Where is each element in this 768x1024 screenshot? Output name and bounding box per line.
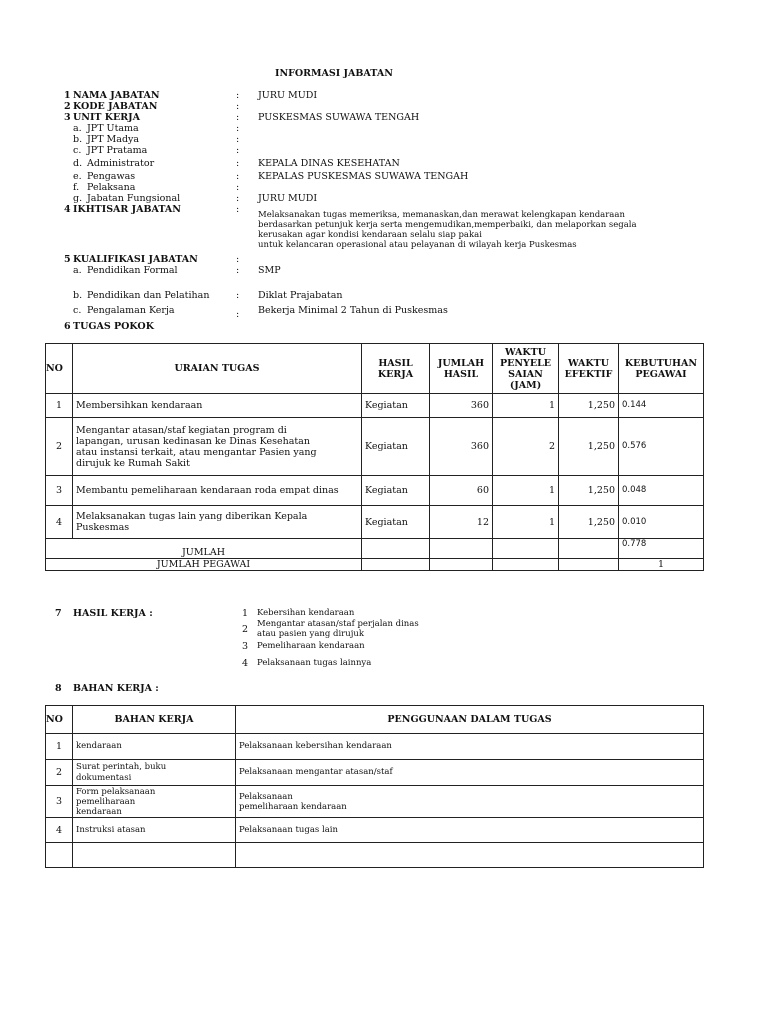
item-value: SMP: [258, 265, 281, 276]
ikhtisar-line: kerusakan agar kondisi kendaraan selalu siap pakai: [258, 230, 482, 240]
item-number: 6: [64, 321, 71, 332]
table-row: [46, 818, 704, 843]
row-uraian: Membersihkan kendaraan: [73, 394, 362, 418]
row-no: 3: [46, 786, 73, 818]
row-penggunaan: Pelaksanaan pemeliharaan kendaraan: [236, 786, 704, 818]
item-value: Bekerja Minimal 2 Tahun di Puskesmas: [258, 305, 448, 316]
row-efektif: 1,250: [559, 506, 619, 539]
item-value: KEPALAS PUSKESMAS SUWAWA TENGAH: [258, 171, 469, 182]
table-row: [46, 506, 704, 539]
sub-label: Jabatan Fungsional: [87, 193, 181, 204]
row-hasil: Kegiatan: [362, 418, 430, 476]
item-number: 4: [64, 204, 71, 215]
table-row: [46, 394, 704, 418]
sub-letter: c.: [73, 305, 82, 316]
sub-label: Administrator: [87, 158, 155, 169]
row-efektif: 1,250: [559, 418, 619, 476]
row-efektif: 1,250: [559, 394, 619, 418]
sub-label: Pendidikan dan Pelatihan: [87, 290, 210, 301]
ikhtisar-line: berdasarkan petunjuk kerja serta mengemudikan,memperbaiki, dan melaporkan segala: [258, 220, 637, 230]
item-value: Diklat Prajabatan: [258, 290, 343, 301]
row-no: 1: [46, 394, 73, 418]
colon: :: [236, 112, 240, 123]
row-uraian: Mengantar atasan/staf kegiatan program di lapangan, urusan kedinasan ke Dinas Kesehatan atau instansi terkait, atau mengantar Pasien yang dirujuk ke Rumah Sakit: [73, 418, 362, 476]
row-uraian: Membantu pemeliharaan kendaraan roda empat dinas: [73, 476, 362, 506]
row-bahan: Surat perintah, buku dokumentasi: [73, 760, 236, 786]
item-label: UNIT KERJA: [73, 112, 141, 123]
sub-letter: e.: [73, 171, 82, 182]
item-value: JURU MUDI: [258, 193, 318, 204]
row-jumlah: 12: [430, 506, 493, 539]
colon: :: [236, 265, 240, 276]
table-row: [46, 418, 704, 476]
row-efektif: 1,250: [559, 476, 619, 506]
column-header: JUMLAH HASIL: [430, 344, 493, 394]
sub-letter: c.: [73, 145, 82, 156]
column-header: NO: [46, 706, 73, 734]
sub-label: JPT Madya: [87, 134, 140, 145]
row-bahan: kendaraan: [73, 734, 236, 760]
sub-letter: b.: [73, 134, 83, 145]
table-header-row: [46, 706, 704, 734]
sub-letter: a.: [73, 265, 82, 276]
row-jumlah: 360: [430, 418, 493, 476]
row-waktu: 1: [493, 476, 559, 506]
ikhtisar-text: [258, 210, 637, 250]
table-header-row: [46, 344, 704, 394]
row-hasil: Kegiatan: [362, 394, 430, 418]
column-header: NO: [46, 344, 73, 394]
sub-label: JPT Pratama: [87, 145, 148, 156]
ikhtisar-line: Melaksanakan tugas memeriksa, memanaskan,dan merawat kelengkapan kendaraan: [258, 210, 625, 220]
row-waktu: 1: [493, 394, 559, 418]
item-label: NAMA JABATAN: [73, 90, 160, 101]
row-kebutuhan: 0.144: [619, 394, 704, 418]
item-value: KEPALA DINAS KESEHATAN: [258, 158, 400, 169]
colon: :: [236, 204, 240, 215]
row-penggunaan: Pelaksanaan kebersihan kendaraan: [236, 734, 704, 760]
colon: :: [236, 182, 240, 193]
row-bahan: Instruksi atasan: [73, 818, 236, 843]
row-no: 4: [46, 506, 73, 539]
row-hasil: Kegiatan: [362, 476, 430, 506]
row-kebutuhan: 0.010: [619, 506, 704, 539]
colon: :: [236, 101, 240, 112]
total-pegawai-value: 1: [619, 559, 704, 571]
colon: :: [236, 254, 240, 265]
column-header: HASIL KERJA: [362, 344, 430, 394]
colon: :: [236, 290, 240, 301]
sub-label: Pelaksana: [87, 182, 136, 193]
colon: :: [236, 193, 240, 204]
item-number: 5: [64, 254, 71, 265]
table-row: [46, 476, 704, 506]
column-header: WAKTU PENYELE SAIAN (JAM): [493, 344, 559, 394]
item-number: 1: [64, 90, 71, 101]
row-penggunaan: Pelaksanaan mengantar atasan/staf: [236, 760, 704, 786]
item-label: KODE JABATAN: [73, 101, 158, 112]
row-waktu: 1: [493, 506, 559, 539]
colon: :: [236, 309, 240, 320]
column-header: BAHAN KERJA: [73, 706, 236, 734]
row-hasil: Kegiatan: [362, 506, 430, 539]
row-uraian: Melaksanakan tugas lain yang diberikan Kepala Puskesmas: [73, 506, 362, 539]
colon: :: [236, 158, 240, 169]
item-value: JURU MUDI: [258, 90, 318, 101]
total-label: JUMLAH: [46, 539, 362, 559]
column-header: URAIAN TUGAS: [73, 344, 362, 394]
item-label: IKHTISAR JABATAN: [73, 204, 181, 215]
sub-letter: a.: [73, 123, 82, 134]
section-title: BAHAN KERJA :: [73, 683, 159, 694]
document-title: INFORMASI JABATAN: [275, 68, 393, 79]
row-no: 1: [46, 734, 73, 760]
colon: :: [236, 134, 240, 145]
total-pegawai-label: JUMLAH PEGAWAI: [46, 559, 362, 571]
item-value: PUSKESMAS SUWAWA TENGAH: [258, 112, 420, 123]
colon: :: [236, 123, 240, 134]
table-row-empty: [46, 843, 704, 868]
sub-letter: d.: [73, 158, 83, 169]
row-bahan: Form pelaksanaan pemeliharaan kendaraan: [73, 786, 236, 818]
row-jumlah: 60: [430, 476, 493, 506]
sub-label: Pengawas: [87, 171, 136, 182]
item-number: 2: [64, 101, 71, 112]
bahan-kerja-table: [45, 705, 704, 868]
row-no: 2: [46, 418, 73, 476]
table-row: [46, 786, 704, 818]
section-title: HASIL KERJA :: [73, 608, 153, 619]
colon: :: [236, 90, 240, 101]
row-jumlah: 360: [430, 394, 493, 418]
sub-letter: g.: [73, 193, 83, 204]
total-pegawai-row: [46, 559, 704, 571]
column-header: KEBUTUHAN PEGAWAI: [619, 344, 704, 394]
row-no: 4: [46, 818, 73, 843]
item-label: KUALIFIKASI JABATAN: [73, 254, 198, 265]
sub-letter: b.: [73, 290, 83, 301]
item-number: 3: [64, 112, 71, 123]
table-row: [46, 760, 704, 786]
row-penggunaan: Pelaksanaan tugas lain: [236, 818, 704, 843]
row-no: 3: [46, 476, 73, 506]
row-no: 2: [46, 760, 73, 786]
colon: :: [236, 145, 240, 156]
ikhtisar-line: untuk kelancaran operasional atau pelayanan di wilayah kerja Puskesmas: [258, 240, 577, 250]
sub-label: Pengalaman Kerja: [87, 305, 175, 316]
total-row: [46, 539, 704, 559]
row-kebutuhan: 0.576: [619, 418, 704, 476]
sub-label: Pendidikan Formal: [87, 265, 178, 276]
column-header: WAKTU EFEKTIF: [559, 344, 619, 394]
section-number: 7: [55, 608, 62, 619]
sub-label: JPT Utama: [87, 123, 139, 134]
table-row: [46, 734, 704, 760]
tugas-pokok-table: [45, 343, 704, 571]
sub-letter: f.: [73, 182, 80, 193]
row-kebutuhan: 0.048: [619, 476, 704, 506]
row-waktu: 2: [493, 418, 559, 476]
column-header: PENGGUNAAN DALAM TUGAS: [236, 706, 704, 734]
colon: :: [236, 171, 240, 182]
total-value: 0.778: [619, 539, 704, 559]
item-label: TUGAS POKOK: [73, 321, 154, 332]
section-number: 8: [55, 683, 62, 694]
